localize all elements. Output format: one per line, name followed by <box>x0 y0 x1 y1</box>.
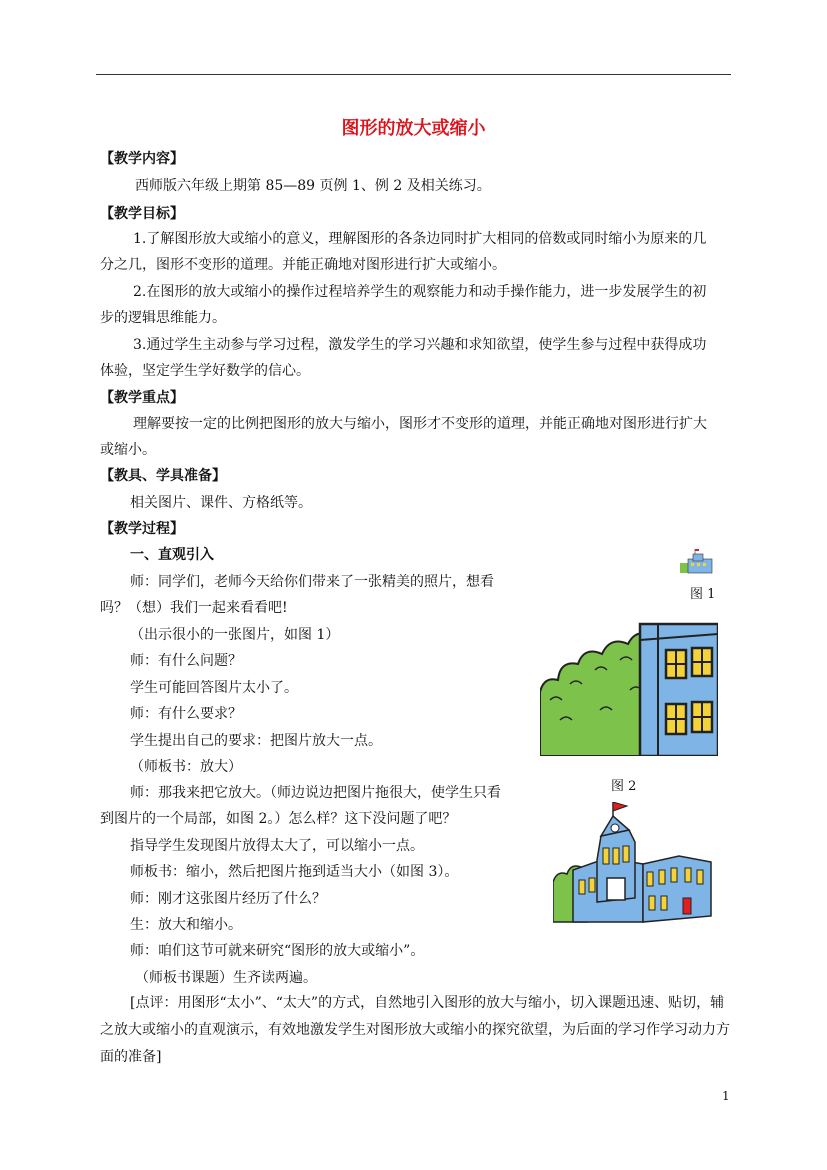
paragraph: 师：刚才这张图片经历了什么？ <box>130 891 326 907</box>
paragraph: （师板书：放大） <box>130 759 242 775</box>
figure-2-image <box>540 620 718 756</box>
figure-2-caption: 图 2 <box>611 779 637 794</box>
paragraph: 1.了解图形放大或缩小的意义，理解图形的各条边同时扩大相同的倍数或同时缩小为原来的几 <box>133 231 707 247</box>
paragraph: 师：有什么问题？ <box>130 653 242 669</box>
page-title: 图形的放大或缩小 <box>341 118 486 139</box>
paragraph: 师：同学们，老师今天给你们带来了一张精美的照片，想看 <box>130 574 494 590</box>
figure-3-image <box>553 802 713 926</box>
section-heading-process: 【教学过程】 <box>100 521 184 537</box>
paragraph: 师：咱们这节可就来研究“图形的放大或缩小”。 <box>130 943 425 959</box>
section-heading-goals: 【教学目标】 <box>100 206 184 222</box>
paragraph: 或缩小。 <box>100 442 156 458</box>
section-heading-prep: 【教具、学具准备】 <box>100 468 226 484</box>
paragraph: 体验，坚定学生学好数学的信心。 <box>100 363 310 379</box>
paragraph: 2.在图形的放大或缩小的操作过程培养学生的观察能力和动手操作能力，进一步发展学生的初 <box>133 284 707 300</box>
paragraph: 到图片的一个局部，如图 2。）怎么样？这下没问题了吧？ <box>100 811 457 827</box>
paragraph: 步的逻辑思维能力。 <box>100 310 226 326</box>
paragraph: 学生提出自己的要求：把图片放大一点。 <box>130 733 382 749</box>
paragraph: 生：放大和缩小。 <box>130 917 242 933</box>
paragraph: （出示很小的一张图片，如图 1） <box>130 627 340 643</box>
comment-paragraph: [点评：用图形“太小”、“太大”的方式，自然地引入图形的放大与缩小，切入课题迅速、贴切，辅之放大或缩小的直观演示，有效地激发学生对图形放大或缩小的探究欲望，为后面的学习作学习动力方面的准备] <box>100 995 730 1065</box>
paragraph: 相关图片、课件、方格纸等。 <box>130 495 312 511</box>
paragraph: 理解要按一定的比例把图形的放大与缩小，图形才不变形的道理，并能正确地对图形进行扩大 <box>133 416 707 432</box>
paragraph: （师板书课题）生齐读两遍。 <box>135 970 317 986</box>
subheading: 一、直观引入 <box>130 547 214 563</box>
paragraph: 师：有什么要求？ <box>130 706 242 722</box>
figure-1-caption: 图 1 <box>690 587 716 602</box>
paragraph: 师：那我来把它放大。（师边说边把图片拖很大，使学生只看 <box>130 785 501 801</box>
paragraph: 分之几，图形不变形的道理。并能正确地对图形进行扩大或缩小。 <box>100 257 506 273</box>
section-heading-key: 【教学重点】 <box>100 390 184 406</box>
paragraph: 学生可能回答图片太小了。 <box>130 680 298 696</box>
paragraph: 指导学生发现图片放得太大了，可以缩小一点。 <box>130 838 424 854</box>
figure-1-image <box>680 549 716 575</box>
paragraph: 3.通过学生主动参与学习过程，激发学生的学习兴趣和求知欲望，使学生参与过程中获得成功 <box>133 337 707 353</box>
header-rule <box>96 74 731 75</box>
paragraph: 师板书：缩小，然后把图片拖到适当大小（如图 3）。 <box>130 864 459 880</box>
section-heading-content: 【教学内容】 <box>100 151 184 167</box>
paragraph: 西师版六年级上期第 85—89 页例 1、例 2 及相关练习。 <box>135 178 491 194</box>
paragraph: 吗？（想）我们一起来看看吧! <box>100 600 288 616</box>
page-number: 1 <box>722 1089 730 1103</box>
